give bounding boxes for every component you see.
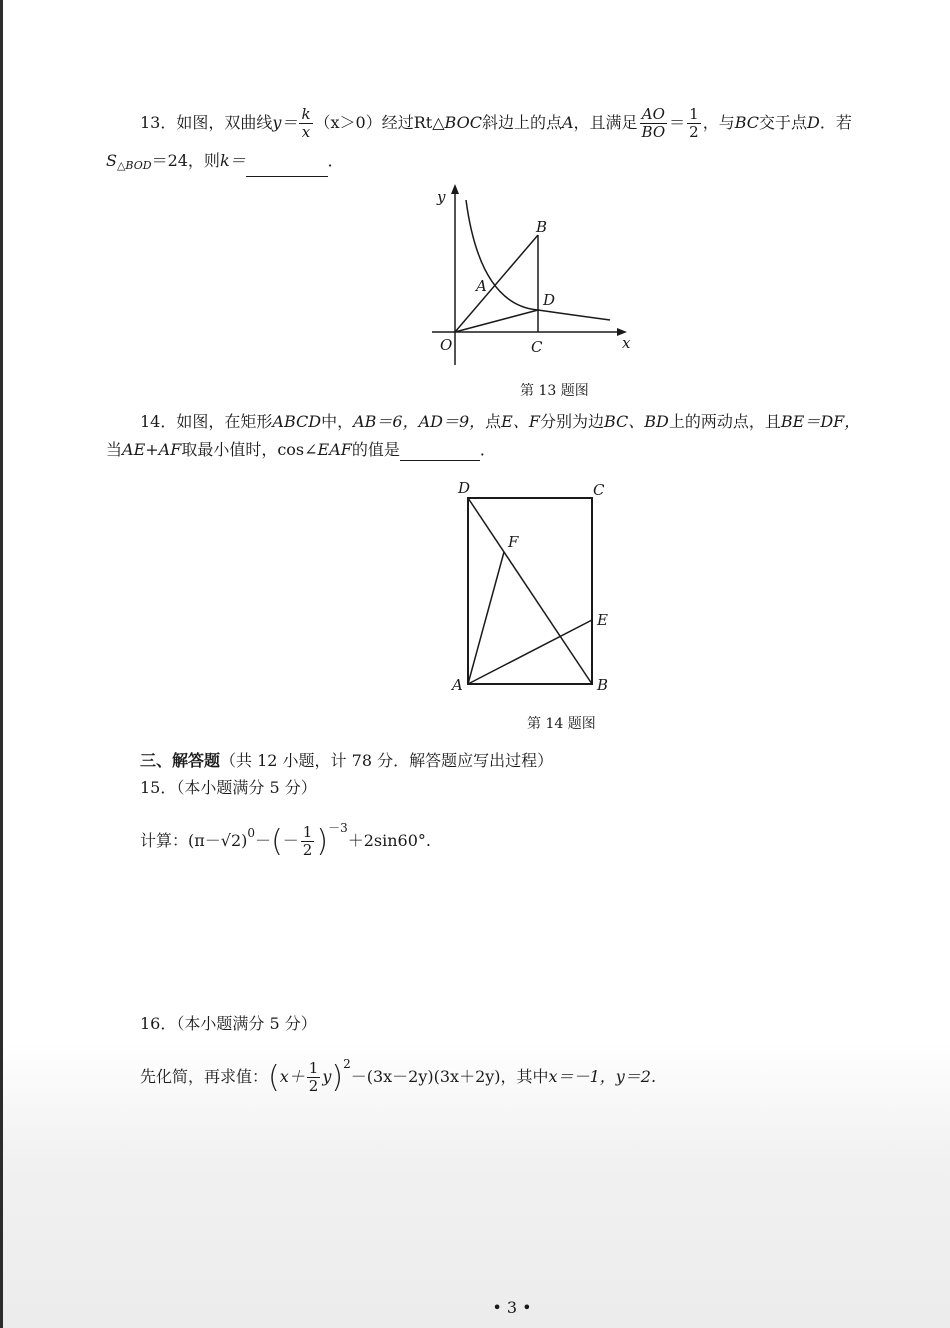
- q14-text2: 中，: [321, 412, 354, 431]
- diagonal-bd: [468, 498, 592, 684]
- q15-inner-minus: －: [282, 831, 299, 850]
- q15-rest: ＋2sin60°.: [347, 831, 431, 850]
- fig14-label-d: D: [458, 479, 471, 497]
- q13-ao: AO: [640, 106, 668, 124]
- page-edge: [0, 0, 3, 1328]
- q13-end: ．: [327, 151, 344, 170]
- q13-caption: 第 13 题图: [520, 383, 589, 399]
- q14-line2: [106, 439, 496, 461]
- q13-point-a: A: [561, 113, 574, 132]
- section3-detail: （共 12 小题，计 78 分．解答题应写出过程）: [220, 751, 554, 770]
- fig14-label-b: B: [597, 676, 609, 694]
- q15-expression: [140, 817, 431, 859]
- q13-half-num: 1: [689, 105, 699, 123]
- q16-one-half: [307, 1060, 321, 1095]
- q13-k-eq: k＝: [219, 151, 246, 170]
- q13-figure: [420, 180, 640, 370]
- q15-label: 计算：: [140, 831, 189, 850]
- q13-boc: BOC: [444, 113, 482, 132]
- q14-caption: 第 14 题图: [527, 716, 596, 732]
- q13-text-d: 交于点: [759, 113, 808, 132]
- q13-condition: （x＞0）经过: [314, 113, 414, 132]
- q15-minus: －: [255, 831, 272, 850]
- q14-ae-af: AE+AF: [122, 440, 182, 459]
- q14-ab-ad: AB＝6，AD＝9，: [353, 412, 486, 431]
- q16-y: y: [322, 1067, 332, 1086]
- q14-text5: 上的两动点，且: [668, 412, 781, 431]
- fig13-label-d: D: [543, 291, 556, 309]
- q16-expression: [140, 1053, 656, 1095]
- q16-lparen: (: [268, 1060, 280, 1095]
- segment-ae: [468, 620, 592, 684]
- q13-ao-over-bo: [640, 106, 668, 141]
- q13-text-e: ．若: [819, 113, 852, 132]
- q13-line1: [140, 106, 852, 141]
- q14-text6: 当: [106, 440, 123, 459]
- section3-heading: [140, 750, 553, 772]
- fig13-label-x: x: [622, 334, 631, 352]
- q15-one-half: [301, 824, 315, 859]
- q13-x: x: [301, 123, 311, 141]
- q14-figure: [440, 475, 620, 700]
- q13-rt: Rt△: [413, 113, 445, 132]
- q14-text4: 分别为边: [539, 412, 604, 431]
- q13-bc: BC: [734, 113, 760, 132]
- q15-frac-num: 1: [302, 823, 313, 841]
- fig13-label-b: B: [536, 218, 548, 236]
- q13-text-b: ，且满足: [573, 113, 638, 132]
- q13-s-val: ＝24，则: [151, 151, 220, 170]
- q14-eaf: EAF: [317, 440, 352, 459]
- q13-y-eq: y＝: [272, 113, 298, 132]
- fig14-label-e: E: [597, 611, 608, 629]
- q13-s: S: [106, 151, 117, 170]
- q15-lparen: (: [271, 824, 283, 859]
- q13-k: k: [301, 105, 311, 123]
- q16-label: 先化简，再求值：: [140, 1067, 269, 1086]
- q16-values: x＝－1，y＝2.: [548, 1067, 657, 1086]
- q14-text7: 取最小值时，: [181, 440, 278, 459]
- q14-line1: [140, 411, 860, 433]
- q15-exp0: 0: [247, 826, 256, 840]
- q15-frac-den: 2: [302, 841, 313, 859]
- q13-one-half: [687, 106, 701, 141]
- q13-point-d: D: [807, 113, 820, 132]
- fig14-label-a: A: [452, 676, 463, 694]
- q16-frac-num: 1: [308, 1059, 319, 1077]
- q16-x-plus: x＋: [279, 1067, 305, 1086]
- q14-text3: 点: [485, 412, 502, 431]
- q16-frac-den: 2: [308, 1077, 319, 1095]
- q16-rparen: ): [331, 1060, 344, 1095]
- section3-title: 三、解答题: [140, 751, 221, 770]
- q16-rest: －(3x－2y)(3x＋2y)，其中: [350, 1067, 549, 1086]
- q16-header: 16．（本小题满分 5 分）: [140, 1014, 317, 1033]
- q14-be-df: BE＝DF，: [780, 412, 861, 431]
- q14-text8: 的值是: [351, 440, 400, 459]
- fig13-label-a: A: [476, 277, 487, 295]
- q13-intro: 如图，双曲线: [176, 113, 273, 132]
- q13-half-den: 2: [689, 123, 699, 141]
- page-number: • 3 •: [492, 1298, 532, 1317]
- q15-header: 15．（本小题满分 5 分）: [140, 778, 317, 797]
- fig14-label-f: F: [508, 533, 519, 551]
- q13-k-over-x: [299, 106, 312, 141]
- q16-exp: 2: [343, 1057, 351, 1071]
- q13-text-c: ，与: [702, 113, 735, 132]
- segment-ob: [455, 235, 538, 332]
- q13-text-a: 斜边上的点: [481, 113, 562, 132]
- q15-part1: (π－√2): [188, 831, 248, 850]
- q13-line2: [106, 150, 344, 177]
- q13-answer-blank[interactable]: [246, 176, 328, 177]
- q13-eq: ＝: [669, 113, 686, 132]
- segment-od: [455, 310, 538, 332]
- q13-s-sub: △BOD: [116, 159, 152, 172]
- segment-af: [468, 552, 504, 684]
- q14-answer-blank[interactable]: [400, 460, 480, 461]
- fig13-label-y: y: [437, 188, 446, 206]
- q13-number: 13．: [140, 113, 177, 132]
- q15-exp: －3: [328, 821, 348, 835]
- fig14-label-c: C: [593, 481, 605, 499]
- q14-end: ．: [479, 440, 496, 459]
- q14-bc-bd: BC、BD: [603, 412, 669, 431]
- q14-cos: cos∠: [277, 440, 318, 459]
- q15-rparen: ): [316, 824, 329, 859]
- y-axis-arrow-icon: [451, 184, 459, 194]
- q14-ef: E、F: [501, 412, 540, 431]
- q13-bo: BO: [641, 123, 666, 141]
- q14-abcd: ABCD: [272, 412, 322, 431]
- q14-number: 14．: [140, 412, 177, 431]
- q14-text1: 如图，在矩形: [176, 412, 273, 431]
- fig13-label-c: C: [531, 338, 543, 356]
- fig13-label-o: O: [440, 336, 453, 354]
